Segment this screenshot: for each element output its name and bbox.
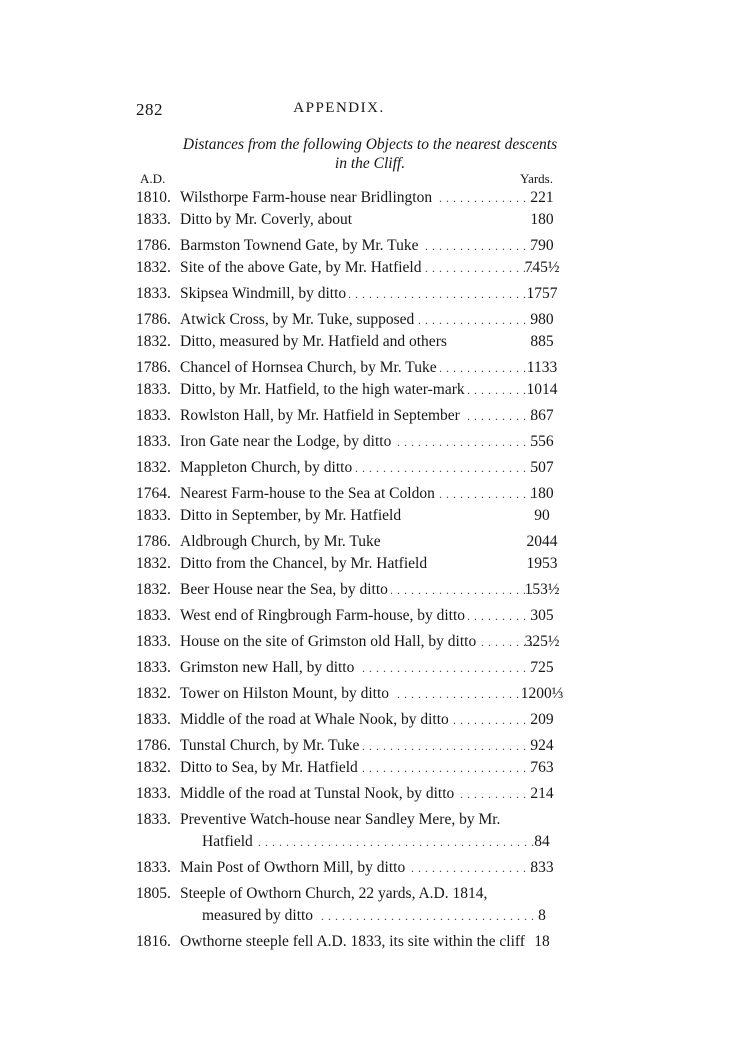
entry-year: 1786. [136,737,171,754]
table-row [136,257,566,279]
table-row [136,683,566,705]
running-title: APPENDIX. [293,100,385,116]
entry-yards: 325½ [524,633,560,650]
entry-year: 1833. [136,381,171,398]
table-row [136,209,566,231]
table-row [136,809,566,831]
entry-yards: 833 [530,859,554,876]
entry-description: Ditto by Mr. Coverly, about [180,211,355,228]
entry-year: 1832. [136,259,171,276]
entry-description: Site of the above Gate, by Mr. Hatfield [180,259,424,276]
table-row [136,187,566,209]
table-title-line-2: in the Cliff. [334,155,406,172]
entry-yards: 209 [530,711,554,728]
table-row [136,431,566,453]
table-row [136,505,566,527]
entry-year: 1832. [136,685,171,702]
table-row [136,631,566,653]
entry-year: 1833. [136,859,171,876]
column-header-yards: Yards. [520,171,553,186]
table-row [136,553,566,575]
page-number: 282 [136,100,163,119]
entry-year: 1810. [136,189,171,206]
table-row [136,783,566,805]
table-row [136,657,566,679]
entry-yards: 790 [530,237,554,254]
entry-yards: 1200⅓ [520,685,564,702]
entry-year: 1833. [136,633,171,650]
entry-year: 1833. [136,433,171,450]
entry-description: Chancel of Hornsea Church, by Mr. Tuke [180,359,440,376]
table-row [136,483,566,505]
entry-description: Preventive Watch-house near Sandley Mere, by Mr. [180,811,503,828]
entry-yards: 1757 [526,285,558,302]
entry-year: 1786. [136,533,171,550]
table-row [136,757,566,779]
entry-yards: 556 [530,433,554,450]
entry-description: Ditto to Sea, by Mr. Hatfield [180,759,361,776]
entry-yards: 90 [534,507,550,524]
table-row [136,531,566,553]
entry-description: Rowlston Hall, by Mr. Hatfield in September [180,407,463,424]
entry-description: Steeple of Owthorn Church, 22 yards, A.D. 1814, [180,885,490,902]
table-row [136,283,566,305]
entry-year: 1816. [136,933,171,950]
entry-year: 1786. [136,237,171,254]
table-row [136,931,566,953]
entry-yards: 507 [530,459,554,476]
entry-description: Mappleton Church, by ditto [180,459,355,476]
entry-yards: 221 [530,189,554,206]
entry-description: Ditto, by Mr. Hatfield, to the high water-mark [180,381,468,398]
entry-year: 1833. [136,711,171,728]
table-title-line-1: Distances from the following Objects to the nearest descents [182,136,558,153]
entry-description: Skipsea Windmill, by ditto [180,285,349,302]
entry-description: Tower on Hilston Mount, by ditto [180,685,392,702]
table-row [136,235,566,257]
entry-year: 1833. [136,785,171,802]
entry-description: Aldbrough Church, by Mr. Tuke [180,533,384,550]
table-row [136,457,566,479]
distance-table [136,187,566,953]
table-row-continuation [136,905,566,927]
entry-year: 1832. [136,555,171,572]
entry-description: Ditto from the Chancel, by Mr. Hatfield [180,555,430,572]
table-row [136,857,566,879]
table-row [136,605,566,627]
entry-description: Ditto in September, by Mr. Hatfield [180,507,404,524]
entry-yards: 924 [530,737,554,754]
entry-year: 1833. [136,507,171,524]
entry-description: Middle of the road at Tunstal Nook, by ditto [180,785,457,802]
table-row [136,357,566,379]
entry-yards: 1953 [526,555,558,572]
entry-year: 1786. [136,311,171,328]
entry-year: 1833. [136,811,171,828]
entry-yards: 1133 [526,359,558,376]
page-header [136,100,542,120]
entry-description: Nearest Farm-house to the Sea at Coldon [180,485,438,502]
entry-description: West end of Ringbrough Farm-house, by ditto [180,607,468,624]
table-row [136,735,566,757]
table-title [150,135,590,173]
entry-year: 1832. [136,459,171,476]
entry-description: Atwick Cross, by Mr. Tuke, supposed [180,311,417,328]
entry-yards: 214 [530,785,554,802]
table-row [136,883,566,905]
entry-yards: 153½ [524,581,560,598]
entry-year: 1833. [136,211,171,228]
entry-description: Tunstal Church, by Mr. Tuke [180,737,362,754]
table-row-continuation [136,831,566,853]
entry-year: 1786. [136,359,171,376]
entry-yards: 305 [530,607,554,624]
entry-year: 1833. [136,607,171,624]
entry-year: 1833. [136,285,171,302]
entry-yards: 1014 [526,381,558,398]
table-row [136,709,566,731]
entry-description: Barmston Townend Gate, by Mr. Tuke [180,237,421,254]
entry-description: Grimston new Hall, by ditto [180,659,357,676]
column-header-year: A.D. [140,171,166,186]
entry-yards: 763 [530,759,554,776]
entry-description: Iron Gate near the Lodge, by ditto [180,433,394,450]
entry-yards: 180 [530,485,554,502]
entry-yards: 8 [538,907,546,924]
entry-description: Wilsthorpe Farm-house near Bridlington [180,189,435,206]
entry-description: Middle of the road at Whale Nook, by ditto [180,711,452,728]
entry-year: 1805. [136,885,171,902]
entry-description-continued: Hatfield [202,833,256,850]
entry-yards: 2044 [526,533,558,550]
entry-year: 1833. [136,659,171,676]
table-row [136,579,566,601]
entry-yards: 18 [534,933,550,950]
entry-description: Main Post of Owthorn Mill, by ditto [180,859,408,876]
entry-description-continued: measured by ditto [202,907,316,924]
entry-description: Ditto, measured by Mr. Hatfield and others [180,333,450,350]
entry-yards: 745½ [524,259,560,276]
table-row [136,405,566,427]
entry-year: 1832. [136,581,171,598]
entry-yards: 885 [530,333,554,350]
entry-description: Owthorne steeple fell A.D. 1833, its site within the cliff [180,933,528,950]
entry-year: 1832. [136,333,171,350]
entry-description: House on the site of Grimston old Hall, by ditto [180,633,479,650]
entry-year: 1832. [136,759,171,776]
entry-yards: 980 [530,311,554,328]
entry-yards: 867 [530,407,554,424]
entry-year: 1764. [136,485,171,502]
entry-yards: 84 [534,833,550,850]
entry-description: Beer House near the Sea, by ditto [180,581,391,598]
table-row [136,309,566,331]
entry-yards: 180 [530,211,554,228]
entry-yards: 725 [530,659,554,676]
table-row [136,331,566,353]
entry-year: 1833. [136,407,171,424]
table-row [136,379,566,401]
